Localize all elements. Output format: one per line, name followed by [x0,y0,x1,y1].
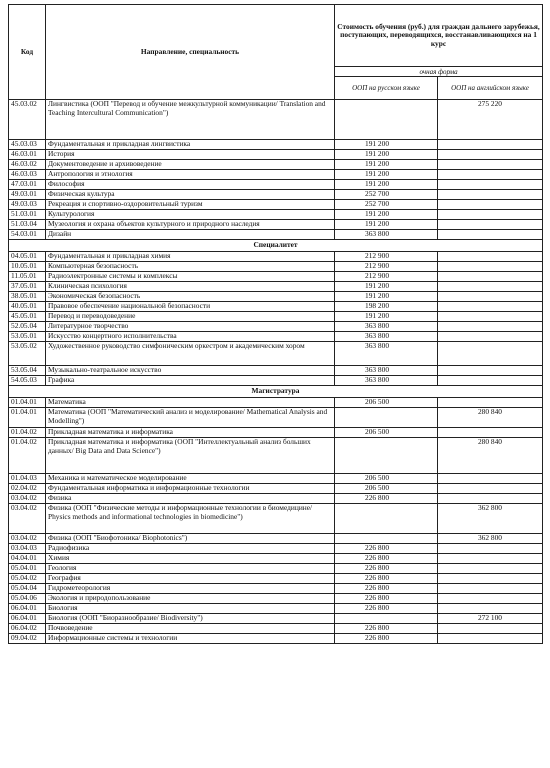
english-fee-cell [438,544,543,554]
table-row [9,534,543,544]
direction-cell: Физика [46,494,335,504]
header-study-form: очная форма [335,67,543,77]
english-fee-cell [438,366,543,376]
english-fee-cell [438,564,543,574]
table-row [9,564,543,574]
table-row [9,408,543,428]
english-fee-cell [438,484,543,494]
english-fee-cell [438,180,543,190]
direction-cell: Прикладная математика и информатика [46,428,335,438]
code-cell: 09.04.02 [9,634,46,644]
table-row [9,230,543,240]
direction-cell: Антропология и этнология [46,170,335,180]
code-cell: 49.03.01 [9,190,46,200]
english-fee-cell [438,312,543,322]
english-fee-cell [438,574,543,584]
header-code: Код [9,5,46,100]
table-row [9,100,543,140]
code-cell: 06.04.02 [9,624,46,634]
english-fee-cell [438,150,543,160]
section-title: Специалитет [9,240,543,252]
code-cell: 53.05.02 [9,342,46,366]
russian-fee-cell [335,504,438,534]
table-row [9,302,543,312]
direction-cell: Биология (ООП "Биоразнообразие/ Biodiversity") [46,614,335,624]
russian-fee-cell: 212 900 [335,252,438,262]
table-row [9,200,543,210]
table-row [9,190,543,200]
table-row [9,292,543,302]
english-fee-cell [438,292,543,302]
english-fee-cell: 362 800 [438,534,543,544]
direction-cell: Радиоэлектронные системы и комплексы [46,272,335,282]
russian-fee-cell: 191 200 [335,150,438,160]
russian-fee-cell: 212 900 [335,262,438,272]
english-fee-cell [438,584,543,594]
russian-fee-cell: 191 200 [335,160,438,170]
direction-cell: Экология и природопользование [46,594,335,604]
english-fee-cell [438,272,543,282]
russian-fee-cell: 252 700 [335,190,438,200]
code-cell: 54.05.03 [9,376,46,386]
table-row [9,554,543,564]
table-row [9,282,543,292]
direction-cell: История [46,150,335,160]
code-cell: 51.03.04 [9,220,46,230]
direction-cell: Фундаментальная и прикладная химия [46,252,335,262]
table-row [9,574,543,584]
direction-cell: Гидрометеорология [46,584,335,594]
direction-cell: Физика (ООП "Биофотоника/ Biophotonics") [46,534,335,544]
table-row [9,438,543,474]
russian-fee-cell: 206 500 [335,398,438,408]
code-cell: 38.05.01 [9,292,46,302]
code-cell: 51.03.01 [9,210,46,220]
code-cell: 45.05.01 [9,312,46,322]
section-header-row [9,240,543,252]
russian-fee-cell: 226 800 [335,554,438,564]
direction-cell: Фундаментальная и прикладная лингвистика [46,140,335,150]
table-row [9,140,543,150]
english-fee-cell: 362 800 [438,504,543,534]
english-fee-cell: 275 220 [438,100,543,140]
direction-cell: География [46,574,335,584]
direction-cell: Документоведение и архивоведение [46,160,335,170]
english-fee-cell [438,624,543,634]
russian-fee-cell: 191 200 [335,292,438,302]
direction-cell: Художественное руководство симфоническим оркестром и академическим хором [46,342,335,366]
russian-fee-cell: 191 200 [335,220,438,230]
russian-fee-cell: 191 200 [335,312,438,322]
table-row [9,252,543,262]
code-cell: 04.05.01 [9,252,46,262]
russian-fee-cell: 363 800 [335,342,438,366]
direction-cell: Философия [46,180,335,190]
code-cell: 06.04.01 [9,604,46,614]
english-fee-cell [438,252,543,262]
russian-fee-cell: 191 200 [335,210,438,220]
direction-cell: Искусство концертного исполнительства [46,332,335,342]
direction-cell: Музеология и охрана объектов культурного и природного наследия [46,220,335,230]
code-cell: 03.04.02 [9,504,46,534]
code-cell: 53.05.01 [9,332,46,342]
direction-cell: Информационные системы и технологии [46,634,335,644]
russian-fee-cell: 226 800 [335,584,438,594]
table-row [9,220,543,230]
english-fee-cell [438,398,543,408]
english-fee-cell [438,140,543,150]
english-fee-cell [438,554,543,564]
code-cell: 05.04.01 [9,564,46,574]
english-fee-cell [438,332,543,342]
english-fee-cell [438,160,543,170]
russian-fee-cell: 252 700 [335,200,438,210]
english-fee-cell [438,170,543,180]
direction-cell: Математика [46,398,335,408]
header-russian-program: ООП на русском языке [335,77,438,100]
russian-fee-cell: 363 800 [335,376,438,386]
code-cell: 53.05.04 [9,366,46,376]
russian-fee-cell: 226 800 [335,634,438,644]
table-row [9,312,543,322]
table-row [9,262,543,272]
table-row [9,342,543,366]
english-fee-cell [438,282,543,292]
english-fee-cell [438,200,543,210]
code-cell: 45.03.02 [9,100,46,140]
english-fee-cell: 280 840 [438,408,543,428]
direction-cell: Математика (ООП "Математический анализ и моделирование/ Mathematical Analysis and Modelling") [46,408,335,428]
code-cell: 46.03.01 [9,150,46,160]
code-cell: 52.05.04 [9,322,46,332]
code-cell: 49.03.03 [9,200,46,210]
code-cell: 37.05.01 [9,282,46,292]
code-cell: 05.04.06 [9,594,46,604]
english-fee-cell [438,376,543,386]
code-cell: 06.04.01 [9,614,46,624]
direction-cell: Биология [46,604,335,614]
direction-cell: Дизайн [46,230,335,240]
english-fee-cell [438,494,543,504]
russian-fee-cell: 363 800 [335,322,438,332]
table-row [9,170,543,180]
table-row [9,634,543,644]
english-fee-cell [438,302,543,312]
russian-fee-cell: 191 200 [335,140,438,150]
header-english-program: ООП на английском языке [438,77,543,100]
russian-fee-cell [335,408,438,428]
table-row [9,322,543,332]
code-cell: 02.04.02 [9,484,46,494]
english-fee-cell: 280 840 [438,438,543,474]
direction-cell: Культурология [46,210,335,220]
english-fee-cell [438,230,543,240]
english-fee-cell [438,474,543,484]
english-fee-cell [438,210,543,220]
direction-cell: Графика [46,376,335,386]
table-row [9,624,543,634]
english-fee-cell: 272 100 [438,614,543,624]
russian-fee-cell: 226 800 [335,544,438,554]
russian-fee-cell: 191 200 [335,170,438,180]
direction-cell: Почвоведение [46,624,335,634]
table-row [9,150,543,160]
code-cell: 05.04.04 [9,584,46,594]
code-cell: 04.04.01 [9,554,46,564]
russian-fee-cell: 226 800 [335,494,438,504]
tuition-fee-table [8,4,543,644]
direction-cell: Клиническая психология [46,282,335,292]
header-direction: Направление, специальность [46,5,335,100]
direction-cell: Лингвистика (ООП "Перевод и обучение межкультурной коммуникации/ Translation and Teaching Intercultural Communication") [46,100,335,140]
russian-fee-cell: 226 800 [335,624,438,634]
table-row [9,604,543,614]
english-fee-cell [438,604,543,614]
section-title: Магистратура [9,386,543,398]
russian-fee-cell: 363 800 [335,366,438,376]
russian-fee-cell: 206 500 [335,474,438,484]
russian-fee-cell: 226 800 [335,564,438,574]
table-row [9,484,543,494]
code-cell: 01.04.02 [9,428,46,438]
table-row [9,376,543,386]
direction-cell: Экономическая безопасность [46,292,335,302]
direction-cell: Физическая культура [46,190,335,200]
russian-fee-cell: 226 800 [335,594,438,604]
russian-fee-cell [335,614,438,624]
english-fee-cell [438,342,543,366]
russian-fee-cell: 206 500 [335,428,438,438]
code-cell: 01.04.01 [9,398,46,408]
table-row [9,160,543,170]
direction-cell: Прикладная математика и информатика (ООП "Интеллектуальный анализ больших данных/ Big Data and Data Science") [46,438,335,474]
russian-fee-cell: 206 500 [335,484,438,494]
russian-fee-cell: 191 200 [335,180,438,190]
direction-cell: Радиофизика [46,544,335,554]
table-row [9,504,543,534]
section-header-row [9,386,543,398]
code-cell: 54.03.01 [9,230,46,240]
english-fee-cell [438,428,543,438]
direction-cell: Компьютерная безопасность [46,262,335,272]
direction-cell: Перевод и переводоведение [46,312,335,322]
direction-cell: Химия [46,554,335,564]
direction-cell: Музыкально-театральное искусство [46,366,335,376]
table-row [9,428,543,438]
russian-fee-cell [335,534,438,544]
table-row [9,614,543,624]
english-fee-cell [438,220,543,230]
english-fee-cell [438,190,543,200]
russian-fee-cell: 226 800 [335,604,438,614]
table-row [9,544,543,554]
russian-fee-cell: 363 800 [335,230,438,240]
english-fee-cell [438,322,543,332]
table-row [9,332,543,342]
code-cell: 05.04.02 [9,574,46,584]
code-cell: 45.03.03 [9,140,46,150]
russian-fee-cell [335,438,438,474]
code-cell: 01.04.02 [9,438,46,474]
header-cost-title: Стоимость обучения (руб.) для граждан дальнего зарубежья, поступающих, переводящихся, восстанавливающихся на 1 курс [335,5,543,67]
russian-fee-cell [335,100,438,140]
russian-fee-cell: 363 800 [335,332,438,342]
direction-cell: Правовое обеспечение национальной безопасности [46,302,335,312]
code-cell: 03.04.02 [9,534,46,544]
table-row [9,366,543,376]
table-row [9,494,543,504]
table-row [9,594,543,604]
code-cell: 10.05.01 [9,262,46,272]
table-row [9,474,543,484]
direction-cell: Механика и математическое моделирование [46,474,335,484]
code-cell: 11.05.01 [9,272,46,282]
table-row [9,398,543,408]
table-body [9,100,543,644]
code-cell: 40.05.01 [9,302,46,312]
code-cell: 03.04.02 [9,494,46,504]
code-cell: 46.03.03 [9,170,46,180]
table-row [9,584,543,594]
table-header [9,5,543,100]
english-fee-cell [438,634,543,644]
english-fee-cell [438,594,543,604]
table-row [9,272,543,282]
code-cell: 46.03.02 [9,160,46,170]
direction-cell: Рекреация и спортивно-оздоровительный туризм [46,200,335,210]
russian-fee-cell: 191 200 [335,282,438,292]
direction-cell: Физика (ООП "Физические методы и информационные технологии в биомедицине/ Physics methods and informational technologies in biomedicine") [46,504,335,534]
russian-fee-cell: 198 200 [335,302,438,312]
russian-fee-cell: 212 900 [335,272,438,282]
code-cell: 01.04.01 [9,408,46,428]
direction-cell: Литературное творчество [46,322,335,332]
russian-fee-cell: 226 800 [335,574,438,584]
code-cell: 03.04.03 [9,544,46,554]
direction-cell: Геология [46,564,335,574]
table-row [9,180,543,190]
english-fee-cell [438,262,543,272]
direction-cell: Фундаментальная информатика и информационные технологии [46,484,335,494]
tuition-fee-document [8,4,542,644]
code-cell: 47.03.01 [9,180,46,190]
code-cell: 01.04.03 [9,474,46,484]
table-row [9,210,543,220]
